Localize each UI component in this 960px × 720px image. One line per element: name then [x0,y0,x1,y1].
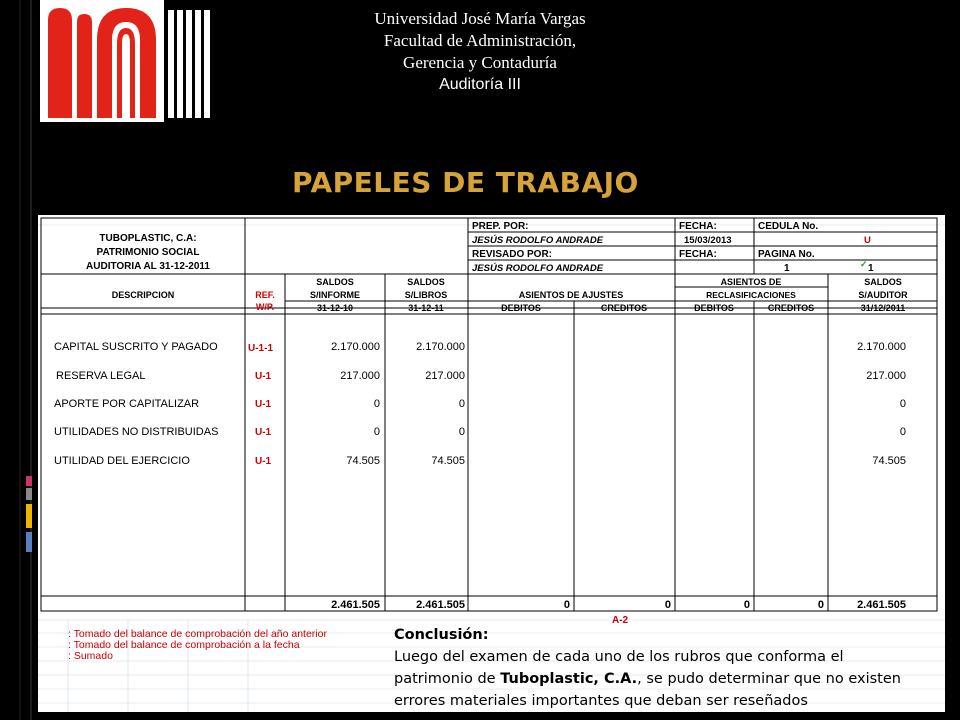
row-auditor: 2.170.000 [857,341,906,353]
row-ref: U-1 [255,371,272,382]
col-informe-2: S/INFORME [309,290,361,300]
total-debitos: 0 [563,599,570,611]
pagina-label: PAGINA No. [758,249,815,260]
row-descripcion: APORTE POR CAPITALIZAR [54,398,200,410]
total-informe: 2.461.505 [331,599,380,611]
course-name: Auditoría III [439,76,521,93]
table-row [56,370,906,382]
company-emphasis: Tuboplastic, C.A. [500,671,638,687]
row-informe: 0 [373,426,380,438]
row-libros: 0 [458,426,465,438]
total-auditor: 2.461.505 [857,599,906,611]
col-libros-1: SALDOS [407,277,445,287]
col-auditor-3: 31/12/2011 [860,303,906,313]
conclusion-heading: Conclusión: [394,627,489,643]
table-row [54,398,906,410]
table-row [54,341,906,354]
col-ajustes: ASIENTOS DE AJUSTES [518,290,624,300]
university-logo [40,0,164,122]
row-auditor: 74.505 [872,455,906,467]
note-item: : Tomado del balance de comprobación del año anterior [68,628,327,640]
row-informe: 74.505 [346,455,380,467]
col-creditos: CREDITOS [600,303,648,313]
total-libros: 2.461.505 [416,599,465,611]
col-ref-1: REF. [255,290,275,300]
reference-a2: A-2 [612,615,629,626]
legend-notes [68,629,388,662]
svg-text:✓: ✓ [860,259,868,269]
row-ref: U-1 [255,399,272,410]
total-creditos2: 0 [817,599,824,611]
faculty-line: Facultad de Administración, [383,31,577,50]
note-item: : Tomado del balance de comprobación a la fecha [68,639,300,651]
row-ref: U-1 [255,427,272,438]
conclusion-text: , se pudo determinar que no existen [637,671,901,687]
col-informe-3: 31-12-10 [316,303,354,313]
total-debitos2: 0 [743,599,750,611]
university-name: Universidad José María Vargas [374,9,586,28]
logo-icon [40,0,164,122]
faculty-line-2: Gerencia y Contaduría [403,53,557,72]
slide-title: PAPELES DE TRABAJO [292,166,639,199]
row-descripcion: UTILIDADES NO DISTRIBUIDAS [54,426,219,438]
row-auditor: 0 [899,426,906,438]
col-informe-1: SALDOS [316,277,354,287]
col-descripcion: DESCRIPCION [111,290,175,300]
row-libros: 0 [458,398,465,410]
cedula-value: U [864,235,871,246]
row-ref: U-1-1 [248,343,274,354]
conclusion-line-1: Luego del examen de cada uno de los rubros que conforma el [394,649,844,665]
col-ref-2: W/P. [255,302,275,312]
row-descripcion: CAPITAL SUSCRITO Y PAGADO [54,341,218,353]
row-descripcion: UTILIDAD DEL EJERCICIO [54,455,190,467]
cedula-label: CEDULA No. [758,221,819,232]
conclusion-text: patrimonio de [394,671,501,687]
pagina-num: 1 [784,263,790,274]
company-name: TUBOPLASTIC, C.A: [99,233,197,244]
col-libros-2: S/LIBROS [404,290,448,300]
conclusion-line-2 [394,668,954,690]
university-header [250,8,710,96]
col-auditor-2: S/AUDITOR [858,290,908,300]
row-libros: 217.000 [425,370,465,382]
conclusion-block [394,624,954,712]
row-auditor: 0 [899,398,906,410]
col-reclas-1: ASIENTOS DE [720,277,782,287]
table-row [54,426,906,438]
prep-label: PREP. POR: [472,221,529,232]
conclusion-line-3: errores materiales importantes que deban ser reseñados [394,693,808,709]
decorative-side-lines [0,0,38,720]
table-row [54,455,906,467]
audit-period: AUDITORIA AL 31-12-2011 [86,261,210,272]
revisado-label: REVISADO POR: [472,249,553,260]
col-reclas-2: RECLASIFICACIONES [706,290,796,300]
total-creditos: 0 [664,599,671,611]
fecha2-label: FECHA: [679,249,717,260]
prep-name: JESÚS RODOLFO ANDRADE [472,235,604,246]
col-debitos: DEBITOS [501,303,541,313]
emblem-stripes-icon [168,4,210,122]
revisado-name: JESÚS RODOLFO ANDRADE [472,263,604,274]
row-informe: 2.170.000 [331,341,380,353]
fecha-value: 15/03/2013 [684,235,732,246]
col-debitos2: DEBITOS [694,303,734,313]
col-libros-3: 31-12-11 [408,303,444,313]
decorative-color-marks [26,476,36,556]
fecha-label: FECHA: [679,221,717,232]
row-libros: 2.170.000 [416,341,465,353]
worksheet-subject: PATRIMONIO SOCIAL [96,247,200,258]
col-creditos2: CREDITOS [767,303,815,313]
row-descripcion: RESERVA LEGAL [56,370,146,382]
row-informe: 0 [373,398,380,410]
pagina-total: 1 [868,263,874,274]
note-item: : Sumado [68,650,113,662]
row-auditor: 217.000 [866,370,906,382]
totals-row [331,599,906,611]
col-auditor-1: SALDOS [864,277,902,287]
row-libros: 74.505 [431,455,465,467]
row-ref: U-1 [255,456,272,467]
row-informe: 217.000 [340,370,380,382]
